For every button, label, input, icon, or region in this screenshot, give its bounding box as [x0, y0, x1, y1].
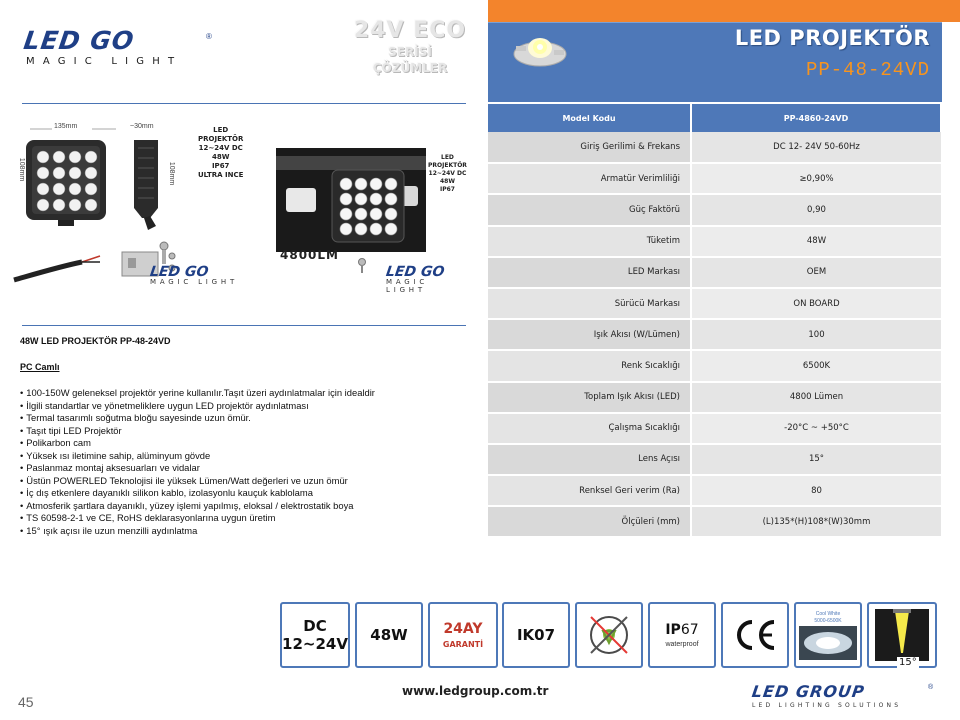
- eco-line-1: 24V ECO: [353, 18, 467, 43]
- dim-height-a: 108mm: [18, 157, 26, 182]
- feature-item: • 100-150W geleneksel projektör yerine kullanılır.Taşıt üzeri aydınlatmalar için idealdir: [20, 387, 375, 400]
- spec-key: Lens Açısı: [488, 444, 691, 475]
- lumen-label: 4800LM: [280, 248, 339, 262]
- dim-arrow-width: [28, 126, 118, 132]
- spec-row: [488, 226, 941, 257]
- badge-impact: [502, 602, 570, 668]
- eco-line-2: SERİSİ: [388, 45, 432, 59]
- spec-value: DC 12- 24V 50-60Hz: [691, 132, 941, 163]
- spec-label-line: IP67: [211, 162, 230, 170]
- spec-label-line: IP67: [439, 186, 455, 193]
- beam-angle-label: 15°: [899, 657, 917, 668]
- badge-voltage: [280, 602, 350, 668]
- badge-color-l1: Cool White: [815, 610, 841, 617]
- feature-item: • İlgili standartlar ve yönetmeliklere uygun LED projektör aydınlatması: [20, 400, 375, 413]
- led-group-logo: [752, 682, 932, 709]
- product-logo-small-text: LED GO: [384, 264, 446, 280]
- spec-key: Toplam Işık Akısı (LED): [488, 382, 691, 413]
- ce-mark-icon: [732, 618, 778, 652]
- spec-table-header-row: [488, 104, 941, 132]
- spec-key: Ölçüleri (mm): [488, 506, 691, 537]
- spec-value: 4800 Lümen: [691, 382, 941, 413]
- spec-key: Işık Akısı (W/Lümen): [488, 319, 691, 350]
- product-spec-label-1: [198, 126, 243, 180]
- brand-logo: [21, 26, 214, 70]
- badge-color-l2: 5000-6500K: [814, 617, 842, 624]
- registered-icon: ®: [928, 684, 934, 691]
- brand-logo-text: LED GO: [21, 26, 137, 55]
- product-side-view: [130, 138, 162, 230]
- badge-power-text: 48W: [370, 626, 408, 644]
- spec-key: Çalışma Sıcaklığı: [488, 413, 691, 444]
- spec-value: ON BOARD: [691, 288, 941, 319]
- feature-item: • Atmosferik şartlara dayanıklı, yüzey işlemi yapılmış, eloksal / elektrostatik boya: [20, 500, 375, 513]
- eco-line-3: ÇÖZÜMLER: [372, 61, 448, 75]
- badge-warranty-sub: GARANTİ: [442, 640, 484, 649]
- feature-item: • Paslanmaz montaj aksesuarları ve vidalar: [20, 462, 375, 475]
- website-link[interactable]: www.ledgroup.com.tr: [402, 684, 549, 698]
- spec-label-line: ULTRA INCE: [198, 171, 244, 179]
- badge-power: [355, 602, 423, 668]
- badge-ip-prefix: IP: [665, 622, 681, 638]
- product-spec-label-2: [428, 154, 467, 194]
- dim-width: 135mm: [54, 123, 78, 130]
- spec-key: Güç Faktörü: [488, 194, 691, 225]
- spec-value: 15°: [691, 444, 941, 475]
- spec-key: Armatür Verimliliği: [488, 163, 691, 194]
- spec-value: 80: [691, 475, 941, 506]
- registered-icon: ®: [206, 32, 212, 41]
- product-vehicle-photo: [276, 148, 426, 252]
- spec-row: [488, 257, 941, 288]
- spec-value: 0,90: [691, 194, 941, 225]
- dim-depth: ~30mm: [130, 123, 154, 130]
- spec-key: LED Markası: [488, 257, 691, 288]
- feature-item: • Yüksek ısı iletimine sahip, alüminyum gövde: [20, 450, 375, 463]
- badge-ip: [648, 602, 716, 668]
- spec-row: [488, 288, 941, 319]
- product-logo-small-2: [386, 264, 468, 294]
- spec-label-line: LED: [213, 126, 229, 134]
- spec-row: [488, 506, 941, 537]
- header-accent-bar: [488, 0, 960, 22]
- feature-item: • İç dış etkenlere dayanıklı silikon kablo, izolasyonlu kauçuk kablolama: [20, 487, 375, 500]
- spec-label-line: 48W: [439, 178, 455, 185]
- screw-icon: [356, 258, 368, 274]
- divider-middle: [22, 325, 466, 326]
- spec-value: -20°C ~ +50°C: [691, 413, 941, 444]
- spec-label-line: PROJEKTÖR: [198, 135, 244, 143]
- no-uv-icon: [583, 609, 635, 661]
- spec-key: Renksel Geri verim (Ra): [488, 475, 691, 506]
- badge-voltage-line-2: 12~24V: [282, 635, 348, 653]
- led-group-tagline: LED LIGHTING SOLUTIONS: [752, 702, 902, 709]
- feature-item: • Polikarbon cam: [20, 437, 375, 450]
- page-number: 45: [18, 694, 34, 710]
- spec-value: ≥0,90%: [691, 163, 941, 194]
- spec-key: Tüketim: [488, 226, 691, 257]
- badge-ce: [721, 602, 789, 668]
- led-chip-icon: [510, 28, 570, 70]
- dim-height-b: 108mm: [168, 161, 176, 186]
- description-title: 48W LED PROJEKTÖR PP-48-24VD: [20, 336, 171, 346]
- description-subtitle: PC Camlı: [20, 362, 60, 372]
- spec-header-key: Model Kodu: [488, 104, 691, 132]
- spec-key: Sürücü Markası: [488, 288, 691, 319]
- badge-ip-number: 67: [680, 622, 699, 638]
- badge-color-temp: [794, 602, 862, 668]
- feature-item: • 15° ışık açısı ile uzun menzilli aydınlatma: [20, 525, 375, 538]
- product-images: [8, 118, 468, 308]
- spec-table: [488, 104, 942, 538]
- eco-series-badge: [350, 18, 470, 75]
- badge-ip-sub: waterproof: [665, 641, 699, 648]
- spec-label-line: PROJEKTÖR: [428, 162, 467, 169]
- feature-item: • Üstün POWERLED Teknolojisi ile yüksek Lümen/Watt değerleri ve uzun ömür: [20, 475, 375, 488]
- badge-voltage-line-1: DC: [303, 617, 327, 635]
- badge-ip-text: [665, 622, 698, 638]
- spec-row: [488, 382, 941, 413]
- spec-value: 48W: [691, 226, 941, 257]
- feature-item: • Termal tasarımlı soğutma bloğu sayesinde uzun ömür.: [20, 412, 375, 425]
- spec-row: [488, 132, 941, 163]
- cool-white-light-icon: [799, 626, 857, 660]
- spec-row: [488, 413, 941, 444]
- badge-warranty-text: 24AY: [443, 621, 483, 637]
- spec-value: 100: [691, 319, 941, 350]
- product-front-view: [24, 138, 108, 226]
- product-logo-small-tag: MAGIC LIGHT: [386, 278, 429, 294]
- product-logo-small: [150, 264, 238, 286]
- spec-key: Renk Sıcaklığı: [488, 350, 691, 381]
- spec-row: [488, 319, 941, 350]
- spec-label-line: 12~24V DC: [428, 170, 467, 177]
- product-cable-image: [12, 250, 102, 284]
- spec-row: [488, 475, 941, 506]
- spec-label-line: 12~24V DC: [198, 144, 243, 152]
- product-logo-small-tag: MAGIC LIGHT: [150, 278, 239, 286]
- spec-value: OEM: [691, 257, 941, 288]
- feature-item: • TS 60598-2-1 ve CE, RoHS deklarasyonlarına uygun üretim: [20, 512, 375, 525]
- spec-header-value: PP-4860-24VD: [691, 104, 941, 132]
- brand-tagline: MAGIC LIGHT: [26, 56, 183, 67]
- spec-row: [488, 444, 941, 475]
- spec-row: [488, 163, 941, 194]
- feature-list: [20, 387, 375, 537]
- product-logo-small-text: LED GO: [148, 264, 210, 280]
- spec-key: Giriş Gerilimi & Frekans: [488, 132, 691, 163]
- badge-no-uv: [575, 602, 643, 668]
- spec-label-line: 48W: [211, 153, 230, 161]
- spec-value: 6500K: [691, 350, 941, 381]
- badge-impact-text: IK07: [516, 626, 556, 644]
- model-code: PP-48-24VD: [805, 59, 930, 81]
- beam-angle-icon: [875, 609, 929, 661]
- feature-item: • Taşıt tipi LED Projektör: [20, 425, 375, 438]
- spec-row: [488, 350, 941, 381]
- badge-warranty: [428, 602, 498, 668]
- divider-top: [22, 103, 466, 104]
- led-group-logo-text: LED GROUP: [750, 682, 867, 701]
- page-title: LED PROJEKTÖR: [734, 26, 930, 50]
- spec-label-line: LED: [441, 154, 454, 161]
- spec-value: (L)135*(H)108*(W)30mm: [691, 506, 941, 537]
- spec-row: [488, 194, 941, 225]
